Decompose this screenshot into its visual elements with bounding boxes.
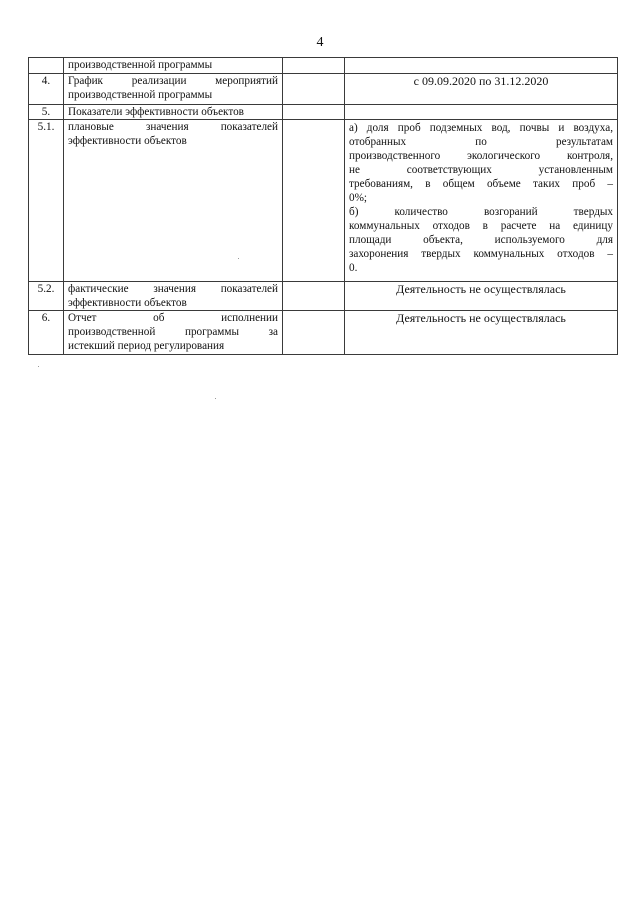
- row-name: [64, 120, 283, 282]
- row-name-line: фактические значения показателей: [68, 283, 278, 295]
- empty-cell: [283, 74, 345, 105]
- row-value: Деятельность не осуществлялась: [345, 282, 618, 311]
- row-name-line: Показатели эффективности объектов: [68, 106, 244, 118]
- table-row: [29, 311, 618, 355]
- value-line: коммунальных отходов в расчете на единицу: [349, 220, 613, 232]
- table-row: [29, 74, 618, 105]
- empty-cell: [283, 311, 345, 355]
- row-number: 5.2.: [29, 282, 64, 311]
- row-name: [64, 311, 283, 355]
- row-value: с 09.09.2020 по 31.12.2020: [345, 74, 618, 105]
- value-line: захоронения твердых коммунальных отходов –: [349, 248, 613, 260]
- value-line: требованиям, в общем объеме таких проб –: [349, 178, 613, 190]
- row-name-line: производственной программы: [68, 59, 213, 71]
- row-number: 5.: [29, 105, 64, 120]
- empty-cell: [283, 58, 345, 74]
- table-row: [29, 105, 618, 120]
- scan-speck: [238, 258, 239, 259]
- row-value: Деятельность не осуществлялась: [345, 311, 618, 355]
- row-number: 4.: [29, 74, 64, 105]
- scan-speck: [215, 398, 216, 399]
- empty-cell: [283, 282, 345, 311]
- value-line: отобранных по результатам: [349, 136, 613, 148]
- row-name-line: плановые значения показателей: [68, 121, 278, 133]
- value-line: площади объекта, используемого для: [349, 234, 613, 246]
- row-name-line: истекший период регулирования: [68, 340, 225, 352]
- table-row: [29, 58, 618, 74]
- row-number: 6.: [29, 311, 64, 355]
- row-number: 5.1.: [29, 120, 64, 282]
- row-name: [64, 105, 283, 120]
- row-name: [64, 282, 283, 311]
- empty-cell: [283, 105, 345, 120]
- value-line: 0%;: [349, 192, 368, 204]
- row-name-line: производственной программы: [68, 89, 213, 101]
- row-name-line: График реализации мероприятий: [68, 75, 278, 87]
- row-name: [64, 74, 283, 105]
- row-name-line: производственной программы за: [68, 326, 278, 338]
- page-number: 4: [316, 35, 324, 50]
- row-name-line: эффективности объектов: [68, 297, 187, 309]
- table-row: [29, 282, 618, 311]
- value-line: 0.: [349, 262, 358, 274]
- row-name-line: Отчет об исполнении: [68, 312, 278, 324]
- row-name-line: эффективности объектов: [68, 135, 187, 147]
- empty-cell: [283, 120, 345, 282]
- value-line: производственного экологического контроля,: [349, 150, 613, 162]
- value-line: а) доля проб подземных вод, почвы и воздуха,: [349, 122, 613, 134]
- scan-speck: [38, 366, 39, 367]
- table-row: [29, 120, 618, 282]
- program-table: [28, 57, 618, 355]
- row-value: [345, 105, 618, 120]
- row-value: [345, 120, 618, 282]
- row-value: [345, 58, 618, 74]
- value-line: б) количество возгораний твердых: [349, 206, 613, 218]
- row-name: [64, 58, 283, 74]
- value-line: не соответствующих установленным: [349, 164, 613, 176]
- row-number: [29, 58, 64, 74]
